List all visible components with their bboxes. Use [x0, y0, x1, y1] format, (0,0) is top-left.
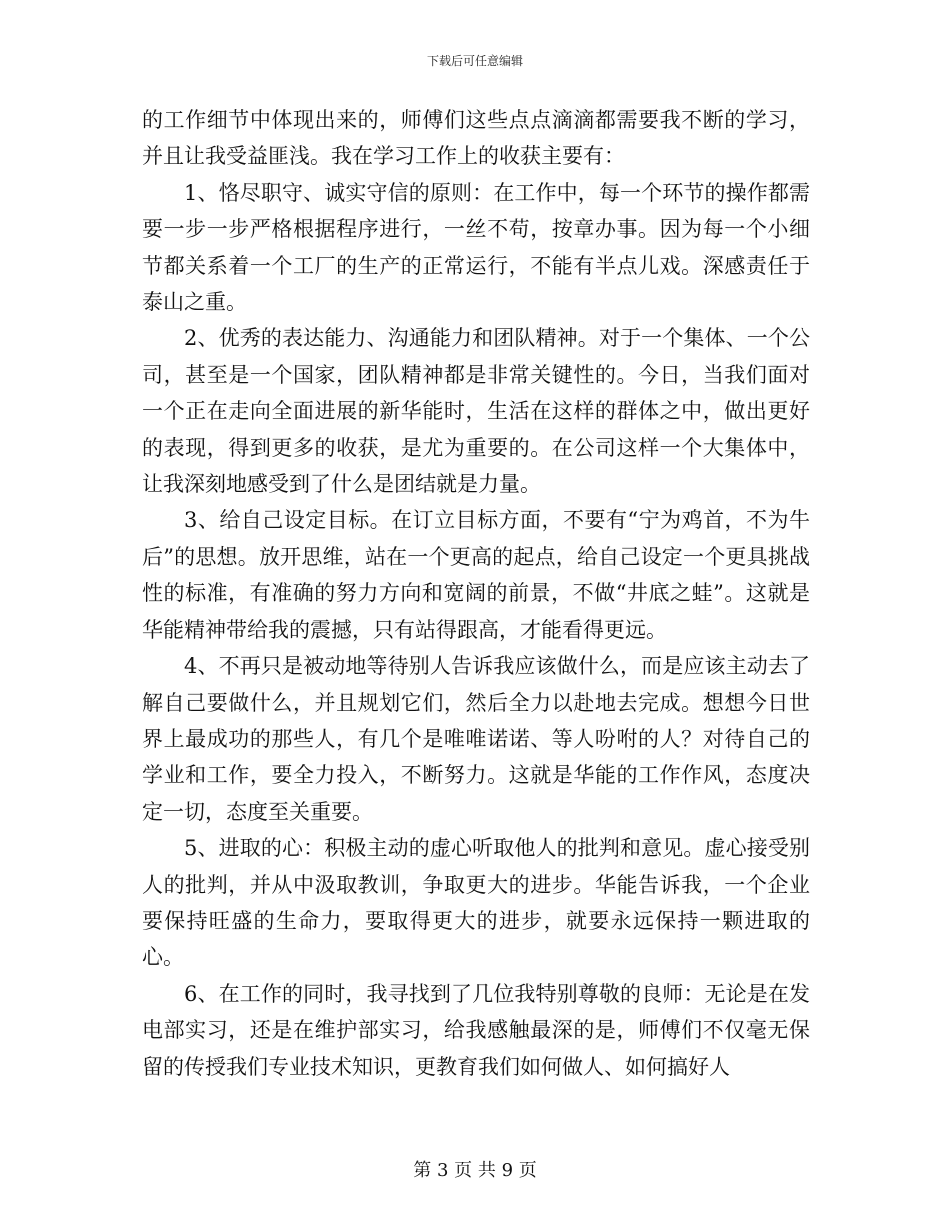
page-number: 第 3 页 共 9 页	[413, 1160, 537, 1181]
paragraph-point-5: 5、进取的心：积极主动的虚心听取他人的批判和意见。虚心接受别人的批判，并从中汲取教训，争取更大的进步。华能告诉我，一个企业要保持旺盛的生命力，要取得更大的进步，就要永远保持一颗进取的心。	[142, 836, 810, 970]
paragraph-point-2: 2、优秀的表达能力、沟通能力和团队精神。对于一个集体、一个公司，甚至是一个国家，团队精神都是非常关键性的。今日，当我们面对一个正在走向全面进展的新华能时，生活在这样的群体之中，做出更好的表现，得到更多的收获，是尤为重要的。在公司这样一个大集体中，让我深刻地感受到了什么是团结就是力量。	[142, 326, 810, 497]
paragraph-point-1: 1、恪尽职守、诚实守信的原则：在工作中，每一个环节的操作都需要一步一步严格根据程序进行，一丝不苟，按章办事。因为每一个小细节都关系着一个工厂的生产的正常运行，不能有半点儿戏。深感责任于泰山之重。	[142, 180, 810, 315]
paragraph-point-6: 6、在工作的同时，我寻找到了几位我特别尊敬的良师：无论是在发电部实习，还是在维护部实习，给我感触最深的是，师傅们不仅毫无保留的传授我们专业技术知识，更教育我们如何做人、如何搞好人	[142, 981, 810, 1079]
paragraph-point-4: 4、不再只是被动地等待别人告诉我应该做什么，而是应该主动去了解自己要做什么，并且规划它们，然后全力以赴地去完成。想想今日世界上最成功的那些人，有几个是唯唯诺诺、等人吩咐的人？对待自己的学业和工作，要全力投入，不断努力。这就是华能的工作作风，态度决定一切，态度至关重要。	[142, 654, 810, 824]
document-body	[142, 102, 810, 1085]
paragraph-continuation: 的工作细节中体现出来的，师傅们这些点点滴滴都需要我不断的学习，并且让我受益匪浅。我在学习工作上的收获主要有：	[142, 108, 810, 169]
paragraph-point-3: 3、给自己设定目标。在订立目标方面，不要有“宁为鸡首，不为牛后”的思想。放开思维，站在一个更高的起点，给自己设定一个更具挑战性的标准，有准确的努力方向和宽阔的前景，不做“井底之蛙”。这就是华能精神带给我的震撼，只有站得跟高，才能看得更远。	[142, 508, 810, 642]
page-header-note: 下载后可任意编辑	[426, 54, 523, 68]
